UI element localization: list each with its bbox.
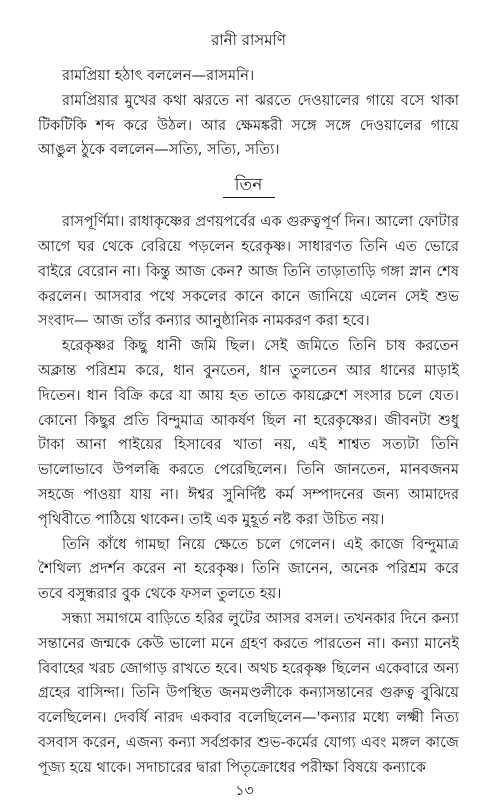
chapter-heading	[38, 173, 459, 198]
paragraph-5: তিনি কাঁধে গামছা নিয়ে ক্ষেতে চলে গেলেন। এই কাজে বিন্দুমাত্র শৈথিল্য প্রদর্শন করেন না হরেকৃষ্ণ। তিনি জানেন, অনেক পরিশ্রম করে তবে বসুন্ধরার বুক থেকে ফসল তুলতে হয়।	[38, 535, 459, 603]
running-head: রানী রাসমণি	[211, 31, 286, 49]
paragraph-4: হরেকৃষ্ণর কিছু ধানী জমি ছিল। সেই জমিতে তিনি চাষ করতেন অক্লান্ত পরিশ্রম করে, ধান বুনতেন, ধান তুলতেন আর ধানের মাড়াই দিতেন। ধান বিক্রি করে যা আয় হত তাতে কায়ক্লেশে সংসার চলে যেত। কোনো কিছুর প্রতি বিন্দুমাত্র আকর্ষণ ছিল না হরেকৃষ্ণের। জীবনটা শুধু টাকা আনা পাইয়ের হিসাবের খাতা নয়, এই শাশ্বত সত্যটা তিনি ভালোভাবে উপলব্ধি করতে পেরেছিলেন। তিনি জানতেন, মানবজনম সহজে পাওয়া যায় না। ঈশ্বর সুনির্দিষ্ট কর্ম সম্পাদনের জন্য আমাদের পৃথিবীতে পাঠিয়ে থাকেন। তাই এক মুহূর্ত নষ্ট করা উচিত নয়।	[38, 337, 459, 528]
paragraph-1: রামপ্রিয়া হঠাৎ বললেন—রাসমনি।	[62, 67, 255, 84]
paragraph-6: সন্ধ্যা সমাগমে বাড়িতে হরির লুটের আসর বসল। তখনকার দিনে কন্যা সন্তানের জন্মকে কেউ ভালো মনে গ্রহণ করতে পারতেন না। কন্যা মানেই বিবাহের খরচ জোগাড় রাখতে হবে। অথচ হরেকৃষ্ণ ছিলেন একেবারে অন্য গ্রহের বাসিন্দা। তিনি উপস্থিত জনমণ্ডলীকে কন্যাসন্তানের গুরুত্ব বুঝিয়ে বলেছিলেন। দেবর্ষি নারদ একবার বলেছিলেন—'কন্যার মধ্যে লক্ষ্মী নিত্য বসবাস করেন, এজন্য কন্যা সর্বপ্রকার শুভ-কর্মের যোগ্য এবং মঙ্গল কাজে পূজ্য হয়ে থাকে। সদাচারের দ্বারা পিতৃক্রোধের পরীক্ষা বিষয়ে কন্যাকে	[38, 609, 459, 776]
paragraph-2: রামপ্রিয়ার মুখের কথা ঝরতে না ঝরতে দেওয়ালের গায়ে বসে থাকা টিকটিকি শব্দ করে উঠল। আর ক্ষেমঙ্করী সঙ্গে সঙ্গে দেওয়ালের গায়ে আঙুল ঠুকে বললেন—সত্যি, সত্যি, সত্যি।	[38, 91, 459, 159]
chapter-heading-underline	[223, 197, 275, 198]
chapter-heading-text: তিন	[234, 175, 263, 196]
page-number: ১৩	[235, 783, 254, 799]
paragraph-3: রাসপূর্ণিমা। রাধাকৃষ্ণের প্রণয়পর্বের এক গুরুত্বপূর্ণ দিন। আলো ফোটার আগে ঘর থেকে বেরিয়ে পড়লেন হরেকৃষ্ণ। সাধারণত তিনি এত ভোরে বাইরে বেরোন না। কিন্তু আজ কেন? আজ তিনি তাড়াতাড়ি গঙ্গা স্নান শেষ করলেন। আসবার পথে সকলের কানে কানে জানিয়ে এলেন সেই শুভ সংবাদ— আজ তাঁর কন্যার আনুষ্ঠানিক নামকরণ করা হবে।	[38, 213, 459, 330]
